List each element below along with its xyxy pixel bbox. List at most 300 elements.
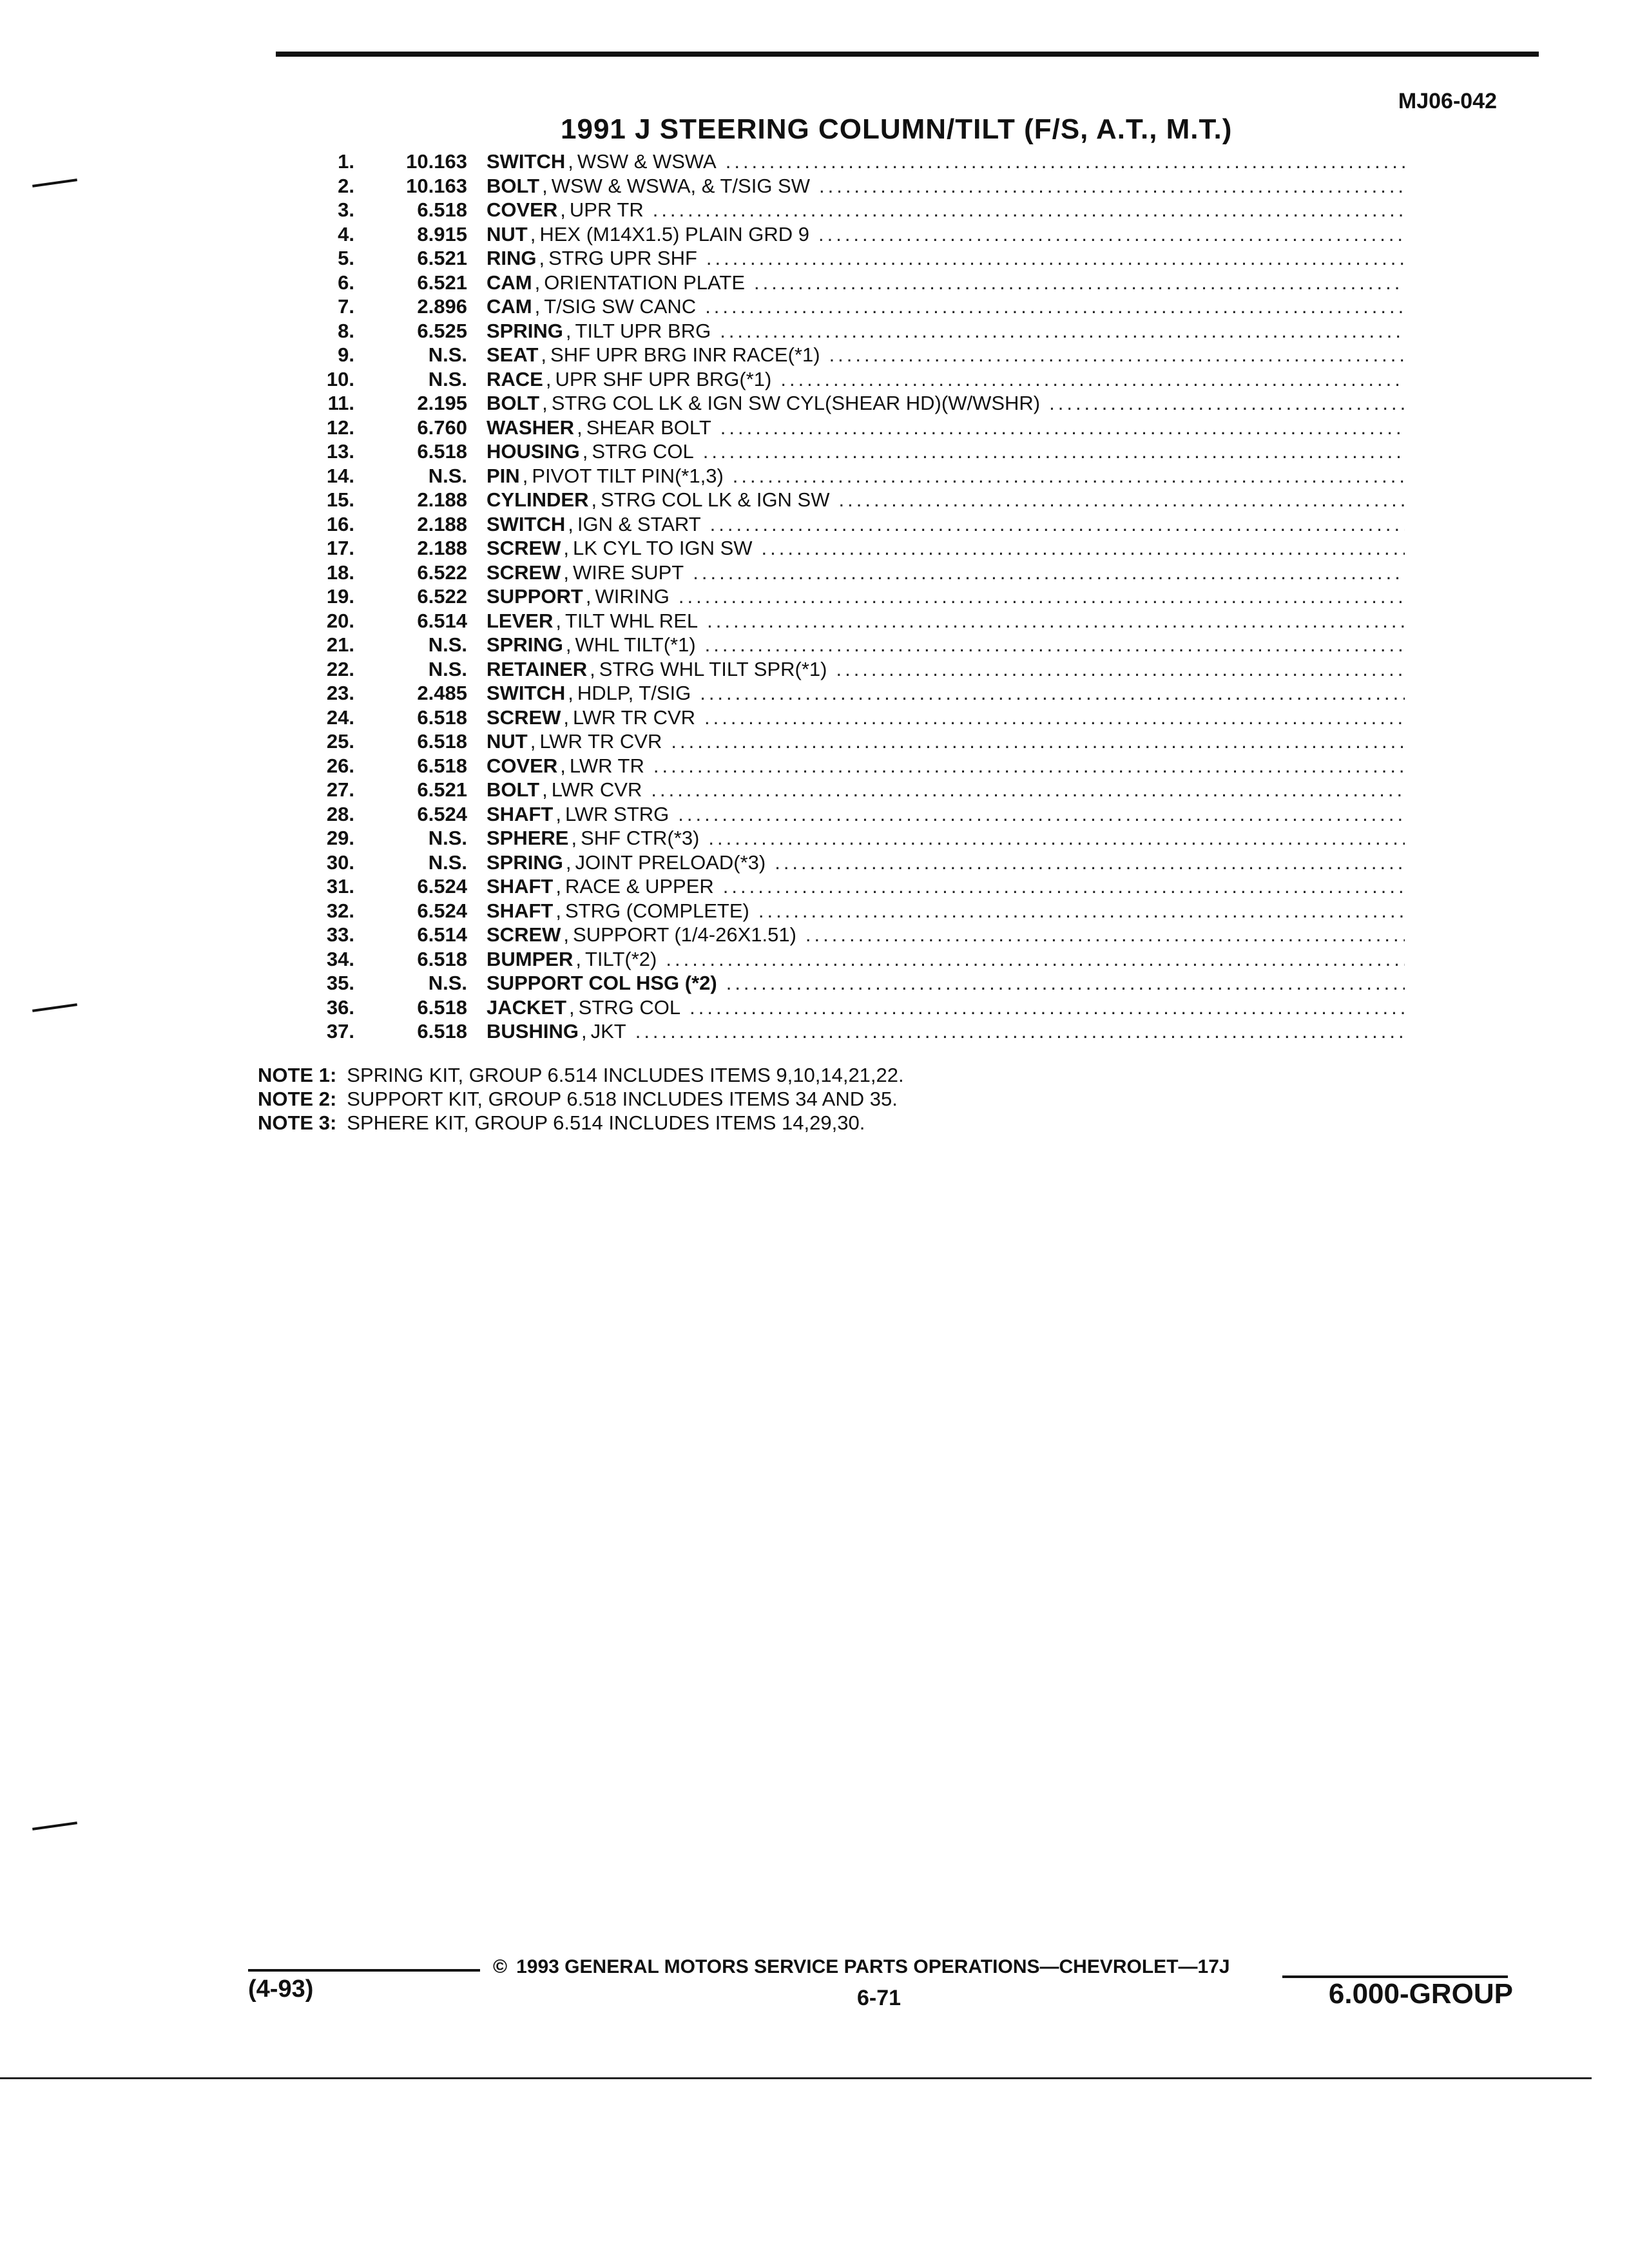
part-row	[251, 561, 1405, 585]
dot-leader	[829, 343, 1405, 367]
separator: ,	[569, 995, 575, 1019]
copyright-text: 1993 GENERAL MOTORS SERVICE PARTS OPERATIONS—CHEVROLET—17J	[516, 1956, 1230, 1977]
part-name: COVER	[487, 754, 558, 777]
separator: ,	[581, 1020, 587, 1043]
part-row	[251, 294, 1405, 319]
part-spec: STRG (COMPLETE)	[564, 899, 749, 922]
dot-leader	[651, 778, 1405, 802]
part-description	[487, 729, 1405, 754]
dot-leader	[758, 899, 1405, 923]
part-spec: RACE & UPPER	[564, 875, 714, 898]
part-description	[487, 971, 1405, 995]
dot-leader	[678, 802, 1405, 827]
part-row	[251, 947, 1405, 972]
part-description	[487, 246, 1405, 271]
note-text: SUPPORT KIT, GROUP 6.518 INCLUDES ITEMS 34 AND 35.	[347, 1088, 898, 1110]
part-spec: TILT(*2)	[584, 947, 657, 970]
part-row	[251, 198, 1405, 222]
dot-leader	[720, 416, 1405, 440]
item-number: 27.	[326, 778, 354, 801]
item-number: 16.	[326, 512, 354, 535]
separator: ,	[522, 464, 528, 487]
part-name: NUT	[487, 730, 528, 753]
dot-leader	[805, 923, 1405, 947]
dot-leader	[762, 536, 1405, 561]
part-name: SEAT	[487, 343, 539, 366]
part-spec: STRG COL	[578, 995, 681, 1019]
part-spec: UPR SHF UPR BRG(*1)	[555, 367, 772, 390]
group-number: N.S.	[428, 633, 467, 656]
part-spec: STRG WHL TILT SPR(*1)	[599, 657, 827, 680]
part-name: SHAFT	[487, 899, 554, 922]
part-spec: UPR TR	[569, 198, 644, 221]
group-number: 6.521	[417, 247, 467, 269]
group-number: 2.195	[417, 392, 467, 414]
part-name: SPHERE	[487, 827, 569, 849]
item-number: 5.	[338, 247, 354, 269]
group-number: N.S.	[428, 657, 467, 680]
part-name: BUSHING	[487, 1020, 579, 1043]
part-spec: ORIENTATION PLATE	[544, 271, 745, 294]
part-name: BUMPER	[487, 947, 574, 970]
dot-leader	[836, 657, 1405, 682]
separator: ,	[568, 682, 574, 704]
dot-leader	[818, 222, 1405, 247]
separator: ,	[563, 561, 570, 584]
part-description	[487, 584, 1405, 609]
part-row	[251, 633, 1405, 657]
item-number: 33.	[326, 923, 354, 946]
part-row	[251, 971, 1405, 995]
note	[258, 1063, 904, 1087]
part-row	[251, 367, 1405, 392]
part-row	[251, 874, 1405, 899]
part-row	[251, 149, 1405, 174]
part-name: SPRING	[487, 319, 563, 342]
separator: ,	[582, 440, 588, 463]
separator: ,	[541, 343, 547, 366]
separator: ,	[539, 247, 545, 269]
part-spec: STRG UPR SHF	[548, 247, 697, 269]
item-number: 18.	[326, 561, 354, 584]
dot-leader	[726, 149, 1405, 174]
part-spec: LWR TR CVR	[573, 706, 696, 729]
part-name: CYLINDER	[487, 488, 589, 511]
part-spec: STRG COL LK & IGN SW CYL(SHEAR HD)(W/WSHR)	[551, 392, 1041, 414]
item-number: 2.	[338, 174, 354, 197]
part-name: SWITCH	[487, 512, 566, 535]
part-name: PIN	[487, 464, 520, 487]
footer-copyright	[493, 1956, 1230, 1978]
group-number: N.S.	[428, 464, 467, 487]
item-number: 11.	[327, 392, 354, 414]
group-number: 2.188	[417, 512, 467, 535]
separator: ,	[568, 150, 574, 173]
part-description	[487, 609, 1405, 633]
separator: ,	[545, 367, 552, 390]
part-description	[487, 271, 1405, 295]
group-number: N.S.	[428, 827, 467, 849]
part-row	[251, 995, 1405, 1020]
group-number: 2.485	[417, 682, 467, 704]
separator: ,	[565, 633, 572, 656]
part-row	[251, 246, 1405, 271]
part-name: SWITCH	[487, 150, 566, 173]
group-number: N.S.	[428, 343, 467, 366]
dot-leader	[703, 439, 1405, 464]
separator: ,	[560, 754, 566, 777]
dot-leader	[689, 995, 1405, 1020]
item-number: 36.	[326, 995, 354, 1019]
group-number: 2.896	[417, 295, 467, 318]
part-row	[251, 899, 1405, 923]
part-row	[251, 319, 1405, 343]
part-spec: STRG COL	[592, 440, 694, 463]
document-id: MJ06-042	[1398, 89, 1497, 113]
dot-leader	[710, 512, 1405, 537]
part-description	[487, 778, 1405, 802]
group-number: 6.518	[417, 947, 467, 970]
page-number: 6-71	[857, 1986, 901, 2010]
part-row	[251, 512, 1405, 537]
group-number: 6.760	[417, 416, 467, 439]
part-spec: WIRING	[595, 585, 670, 608]
part-name: SWITCH	[487, 682, 566, 704]
part-name: SCREW	[487, 706, 561, 729]
part-name: JACKET	[487, 995, 567, 1019]
dot-leader	[726, 971, 1405, 995]
item-number: 29.	[326, 827, 354, 849]
dot-leader	[780, 367, 1405, 392]
part-row	[251, 584, 1405, 609]
dot-leader	[679, 584, 1405, 609]
note	[258, 1087, 904, 1111]
part-spec: JKT	[590, 1020, 626, 1043]
note-text: SPRING KIT, GROUP 6.514 INCLUDES ITEMS 9,10,14,21,22.	[347, 1064, 904, 1086]
separator: ,	[530, 222, 536, 245]
part-row	[251, 271, 1405, 295]
part-name: SHAFT	[487, 875, 554, 898]
part-name: RING	[487, 247, 537, 269]
part-row	[251, 802, 1405, 827]
dot-leader	[706, 246, 1405, 271]
part-description	[487, 681, 1405, 706]
item-number: 21.	[326, 633, 354, 656]
dot-leader	[705, 294, 1405, 319]
separator: ,	[563, 706, 570, 729]
part-description	[487, 995, 1405, 1020]
separator: ,	[563, 537, 570, 559]
part-spec: T/SIG SW CANC	[544, 295, 697, 318]
item-number: 22.	[326, 657, 354, 680]
dot-leader	[819, 174, 1405, 198]
part-row	[251, 416, 1405, 440]
separator: ,	[585, 585, 592, 608]
part-row	[251, 778, 1405, 802]
group-number: 6.514	[417, 609, 467, 632]
part-spec: WSW & WSWA	[577, 150, 717, 173]
group-number: 6.524	[417, 875, 467, 898]
part-spec: LWR CVR	[551, 778, 642, 801]
footer-date-code: (4-93)	[248, 1975, 314, 2003]
separator: ,	[577, 416, 583, 439]
part-row	[251, 464, 1405, 488]
dot-leader	[720, 319, 1405, 343]
part-row	[251, 174, 1405, 198]
part-name: RACE	[487, 367, 543, 390]
dot-leader	[1049, 391, 1405, 416]
item-number: 14.	[326, 464, 354, 487]
dot-leader	[671, 729, 1405, 754]
notes-section	[258, 1063, 904, 1135]
part-name: SCREW	[487, 537, 561, 559]
dot-leader	[723, 874, 1405, 899]
note	[258, 1111, 904, 1135]
part-name: SCREW	[487, 923, 561, 946]
dot-leader	[635, 1019, 1405, 1044]
part-name: CAM	[487, 295, 532, 318]
part-description	[487, 319, 1405, 343]
margin-mark	[32, 1003, 77, 1012]
item-number: 7.	[338, 295, 354, 318]
group-number: 6.518	[417, 440, 467, 463]
part-row	[251, 609, 1405, 633]
part-description	[487, 657, 1405, 682]
separator: ,	[542, 174, 548, 197]
item-number: 26.	[326, 754, 354, 777]
group-number: N.S.	[428, 850, 467, 874]
item-number: 1.	[338, 150, 354, 173]
part-row	[251, 729, 1405, 754]
part-description	[487, 488, 1405, 512]
item-number: 13.	[326, 440, 354, 463]
part-row	[251, 536, 1405, 561]
item-number: 9.	[338, 343, 354, 366]
separator: ,	[568, 512, 574, 535]
dot-leader	[775, 850, 1405, 875]
group-number: 6.518	[417, 730, 467, 753]
part-name: SHAFT	[487, 802, 554, 825]
separator: ,	[563, 923, 570, 946]
part-name: SUPPORT	[487, 585, 583, 608]
group-number: 6.522	[417, 561, 467, 584]
part-name: LEVER	[487, 609, 554, 632]
bottom-rule	[0, 2077, 1592, 2079]
group-number: N.S.	[428, 367, 467, 390]
part-spec: STRG COL LK & IGN SW	[601, 488, 830, 511]
part-description	[487, 222, 1405, 247]
item-number: 20.	[326, 609, 354, 632]
part-description	[487, 294, 1405, 319]
separator: ,	[530, 730, 536, 753]
item-number: 10.	[326, 367, 354, 390]
group-number: 2.188	[417, 537, 467, 559]
item-number: 34.	[326, 947, 354, 970]
group-number: 6.518	[417, 198, 467, 221]
part-spec: TILT UPR BRG	[575, 319, 711, 342]
part-name: RETAINER	[487, 657, 588, 680]
part-description	[487, 633, 1405, 657]
group-number: 6.518	[417, 995, 467, 1019]
item-number: 23.	[326, 682, 354, 704]
item-number: 3.	[338, 198, 354, 221]
part-spec: WHL TILT(*1)	[575, 633, 696, 656]
part-description	[487, 536, 1405, 561]
part-spec: SHF CTR(*3)	[581, 827, 700, 849]
dot-leader	[666, 947, 1405, 972]
group-number: 6.521	[417, 271, 467, 294]
part-row	[251, 488, 1405, 512]
part-description	[487, 923, 1405, 947]
part-description	[487, 706, 1405, 730]
part-description	[487, 802, 1405, 827]
note-label: NOTE 1:	[258, 1064, 337, 1086]
dot-leader	[700, 681, 1405, 706]
margin-mark	[32, 1821, 77, 1831]
part-spec: LWR STRG	[564, 802, 670, 825]
separator: ,	[590, 657, 595, 680]
dot-leader	[693, 561, 1405, 585]
part-description	[487, 874, 1405, 899]
group-number: 6.524	[417, 802, 467, 825]
item-number: 6.	[338, 271, 354, 294]
margin-mark	[32, 178, 77, 187]
top-rule	[276, 52, 1539, 57]
group-number: 6.525	[417, 319, 467, 342]
group-number: 6.518	[417, 1020, 467, 1043]
footer-rule-left	[248, 1969, 480, 1972]
separator: ,	[542, 778, 548, 801]
item-number: 4.	[338, 222, 354, 245]
part-name: WASHER	[487, 416, 575, 439]
part-name: HOUSING	[487, 440, 580, 463]
separator: ,	[555, 899, 561, 922]
part-name: SUPPORT COL HSG (*2)	[487, 972, 717, 994]
part-row	[251, 657, 1405, 682]
part-description	[487, 391, 1405, 416]
footer-group: 6.000-GROUP	[1328, 1978, 1513, 2010]
part-description	[487, 416, 1405, 440]
part-name: COVER	[487, 198, 558, 221]
page-title: 1991 J STEERING COLUMN/TILT (F/S, A.T., M.T.)	[561, 113, 1233, 145]
item-number: 30.	[326, 850, 354, 874]
group-number: 6.514	[417, 923, 467, 946]
part-row	[251, 343, 1405, 367]
part-row	[251, 222, 1405, 247]
part-spec: LWR TR CVR	[539, 730, 662, 753]
part-name: NUT	[487, 222, 528, 245]
item-number: 28.	[326, 802, 354, 825]
part-spec: HEX (M14X1.5) PLAIN GRD 9	[539, 222, 809, 245]
separator: ,	[565, 319, 572, 342]
part-description	[487, 343, 1405, 367]
part-description	[487, 439, 1405, 464]
dot-leader	[839, 488, 1405, 512]
part-spec: WSW & WSWA, & T/SIG SW	[551, 174, 810, 197]
part-spec: PIVOT TILT PIN(*1,3)	[532, 464, 724, 487]
item-number: 15.	[326, 488, 354, 511]
part-name: BOLT	[487, 778, 540, 801]
item-number: 37.	[326, 1020, 354, 1043]
part-description	[487, 561, 1405, 585]
part-description	[487, 464, 1405, 488]
group-number: 6.522	[417, 585, 467, 608]
part-spec: LWR TR	[569, 754, 644, 777]
part-row	[251, 826, 1405, 850]
note-label: NOTE 3:	[258, 1111, 337, 1134]
separator: ,	[575, 947, 581, 970]
part-row	[251, 391, 1405, 416]
separator: ,	[534, 295, 541, 318]
part-description	[487, 198, 1405, 222]
part-name: CAM	[487, 271, 532, 294]
item-number: 19.	[326, 585, 354, 608]
separator: ,	[555, 875, 561, 898]
part-spec: LK CYL TO IGN SW	[573, 537, 753, 559]
item-number: 24.	[326, 706, 354, 729]
separator: ,	[534, 271, 541, 294]
part-row	[251, 850, 1405, 875]
part-description	[487, 850, 1405, 875]
part-description	[487, 947, 1405, 972]
note-text: SPHERE KIT, GROUP 6.514 INCLUDES ITEMS 14,29,30.	[347, 1111, 865, 1134]
item-number: 32.	[326, 899, 354, 922]
part-row	[251, 439, 1405, 464]
part-name: BOLT	[487, 392, 540, 414]
copyright-symbol: ©	[493, 1956, 508, 1977]
item-number: 31.	[326, 875, 354, 898]
part-spec: SUPPORT (1/4-26X1.51)	[573, 923, 796, 946]
part-name: SPRING	[487, 633, 563, 656]
dot-leader	[707, 609, 1405, 633]
group-number: 10.163	[406, 174, 467, 197]
part-row	[251, 681, 1405, 706]
separator: ,	[571, 827, 577, 849]
separator: ,	[555, 609, 561, 632]
item-number: 17.	[326, 537, 354, 559]
dot-leader	[754, 271, 1405, 295]
part-description	[487, 899, 1405, 923]
item-number: 35.	[326, 972, 354, 994]
part-spec: JOINT PRELOAD(*3)	[575, 850, 766, 874]
item-number: 25.	[326, 730, 354, 753]
separator: ,	[560, 198, 566, 221]
part-spec: IGN & START	[577, 512, 701, 535]
separator: ,	[591, 488, 597, 511]
part-description	[487, 754, 1405, 778]
separator: ,	[565, 850, 572, 874]
part-row	[251, 706, 1405, 730]
part-spec: HDLP, T/SIG	[577, 682, 691, 704]
group-number: 6.518	[417, 706, 467, 729]
group-number: 10.163	[406, 150, 467, 173]
dot-leader	[705, 633, 1405, 657]
part-description	[487, 149, 1405, 174]
part-description	[487, 512, 1405, 537]
part-description	[487, 1019, 1405, 1044]
part-spec: WIRE SUPT	[573, 561, 684, 584]
dot-leader	[653, 198, 1405, 222]
dot-leader	[653, 754, 1405, 778]
part-description	[487, 367, 1405, 392]
part-spec: SHF UPR BRG INR RACE(*1)	[550, 343, 820, 366]
dot-leader	[733, 464, 1405, 488]
part-row	[251, 1019, 1405, 1044]
item-number: 12.	[326, 416, 354, 439]
part-row	[251, 923, 1405, 947]
group-number: 8.915	[417, 222, 467, 245]
part-name: SCREW	[487, 561, 561, 584]
